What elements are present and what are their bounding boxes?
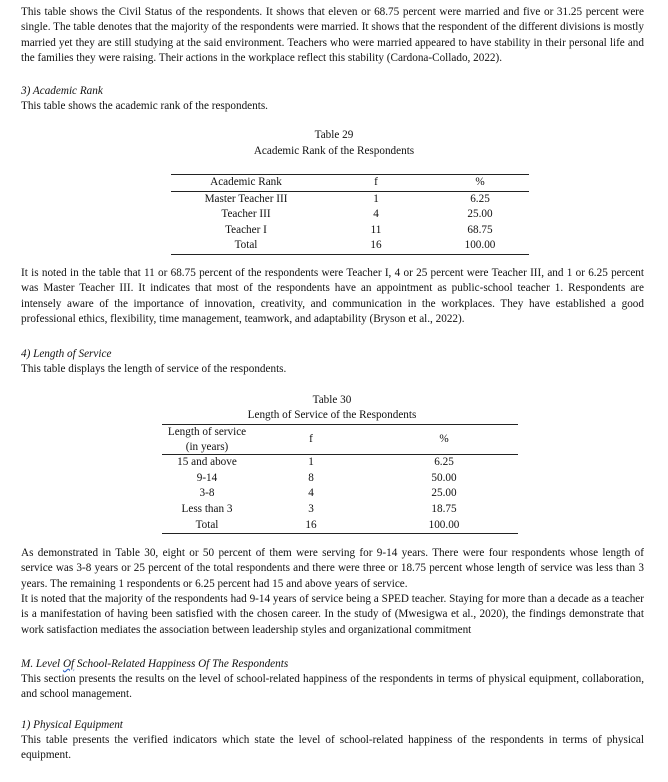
column-header: f	[309, 433, 313, 446]
table-row	[171, 191, 529, 207]
heading-length-of-service: 4) Length of Service	[21, 348, 112, 360]
table30-title: Length of Service of the Respondents	[247, 409, 417, 421]
heading-section-m-suffix: School-Related Happiness Of The Respondents	[74, 658, 289, 670]
table-row	[162, 486, 518, 502]
column-header: Academic Rank	[210, 176, 282, 188]
table29-number: Table 29	[314, 129, 354, 141]
intro-academic-rank: This table shows the academic rank of the respondents.	[21, 100, 268, 112]
table-row	[171, 223, 529, 239]
table-cell: 50.00	[431, 471, 457, 484]
table-cell: 1	[308, 456, 314, 469]
table-row	[162, 471, 518, 487]
intro-length-of-service: This table displays the length of service of the respondents.	[21, 363, 287, 375]
table-cell: 4	[308, 487, 314, 500]
heading-academic-rank: 3) Academic Rank	[21, 85, 103, 97]
table-cell: Less than 3	[181, 502, 233, 515]
table-cell: 25.00	[431, 487, 457, 500]
table-cell: 18.75	[431, 502, 457, 515]
table-cell: 100.00	[464, 239, 496, 252]
table-row	[162, 518, 518, 534]
table-cell: 15 and above	[177, 456, 237, 469]
table30-number: Table 30	[312, 394, 352, 406]
table-row	[171, 207, 529, 223]
spellcheck-flagged-word: Of	[62, 658, 75, 670]
paragraph-service-discussion: As demonstrated in Table 30, eight or 50 percent of them were serving for 9-14 years. There were four respondents whose length of service was 3-8 years or 25 percent of the total respondents and there were three or 18.75 percent whose length of service was less than 3 years. The remaining 1 respondents or 6.25 percent had 15 and above years of service.	[21, 547, 644, 590]
table-cell: Teacher I	[225, 223, 267, 236]
table-cell: 6.25	[434, 456, 454, 469]
column-header-length	[162, 425, 252, 455]
column-header: %	[439, 433, 449, 446]
table-cell: 9-14	[196, 471, 218, 484]
column-header: %	[475, 176, 485, 188]
table-cell: Master Teacher III	[204, 192, 288, 205]
table-cell: Teacher III	[221, 208, 271, 221]
table-header-row	[171, 175, 529, 192]
table-cell: 16	[305, 518, 317, 531]
heading-physical-equipment: 1) Physical Equipment	[21, 719, 123, 731]
table-cell: 3	[308, 502, 314, 515]
paragraph-rank-discussion: It is noted in the table that 11 or 68.75 percent of the respondents were Teacher I, 4 or 25 percent were Teacher III, and 1 or 6.25 percent was Master Teacher III. It indicates that most of the respondents have an appointment as public-school teacher 1. Respondents are intensely aware of the importance of innovation, creativity, and communication in the workplaces. They have established a good professional ethics, flexibility, time management, teamwork, and adaptability (Bryson et al., 2022).	[21, 267, 644, 326]
table-cell: Total	[234, 239, 258, 252]
table-cell: 6.25	[470, 192, 490, 205]
paragraph-physical-equipment: This table presents the verified indicators which state the level of school-related happiness of the respondents in terms of physical equipment.	[21, 734, 644, 762]
table29-title: Academic Rank of the Respondents	[253, 145, 415, 157]
table-row	[171, 238, 529, 254]
paragraph-service-note: It is noted that the majority of the respondents had 9-14 years of service being a SPED teacher. Staying for more than a decade as a teacher is a manifestation of having been satisfied with the chosen career. In the study of (Mwesigwa et al., 2020), the findings demonstrate that work satisfaction mediates the association between leadership styles and organizational commitment	[21, 593, 644, 636]
table-academic-rank	[171, 174, 529, 255]
paragraph-civil-status: This table shows the Civil Status of the respondents. It shows that eleven or 68.75 percent were married and five or 31.25 percent were single. The table denotes that the majority of the respondents were married. It shows that the respondent of the different divisions is mostly married yet they are still studying at the said environment. Teachers who were married appeared to have stability in their personal life and the families they were raising. Their actions in the workplace reflect this stability (Cardona-Collado, 2022).	[21, 6, 644, 65]
heading-section-m	[21, 657, 288, 672]
paragraph-section-m: This section presents the results on the level of school-related happiness of the respondents in terms of physical equipment, collaboration, and school management.	[21, 673, 644, 701]
table-cell: 4	[373, 208, 379, 221]
table-header-row	[162, 425, 518, 455]
column-header-sub: (in years)	[185, 440, 229, 453]
table-cell: 8	[308, 471, 314, 484]
table-row	[162, 455, 518, 471]
heading-section-m-prefix: M. Level	[21, 658, 63, 670]
table-cell: 68.75	[467, 223, 493, 236]
table-cell: 3-8	[199, 487, 215, 500]
table-cell: 100.00	[428, 518, 460, 531]
table-row	[162, 502, 518, 518]
column-header: f	[374, 176, 378, 188]
table-cell: 11	[370, 223, 382, 236]
table-cell: 25.00	[467, 208, 493, 221]
table-cell: Total	[195, 518, 219, 531]
table-cell: 1	[373, 192, 379, 205]
column-header: Length of service	[167, 426, 247, 438]
table-cell: 16	[370, 239, 382, 252]
table-length-of-service	[162, 424, 518, 534]
